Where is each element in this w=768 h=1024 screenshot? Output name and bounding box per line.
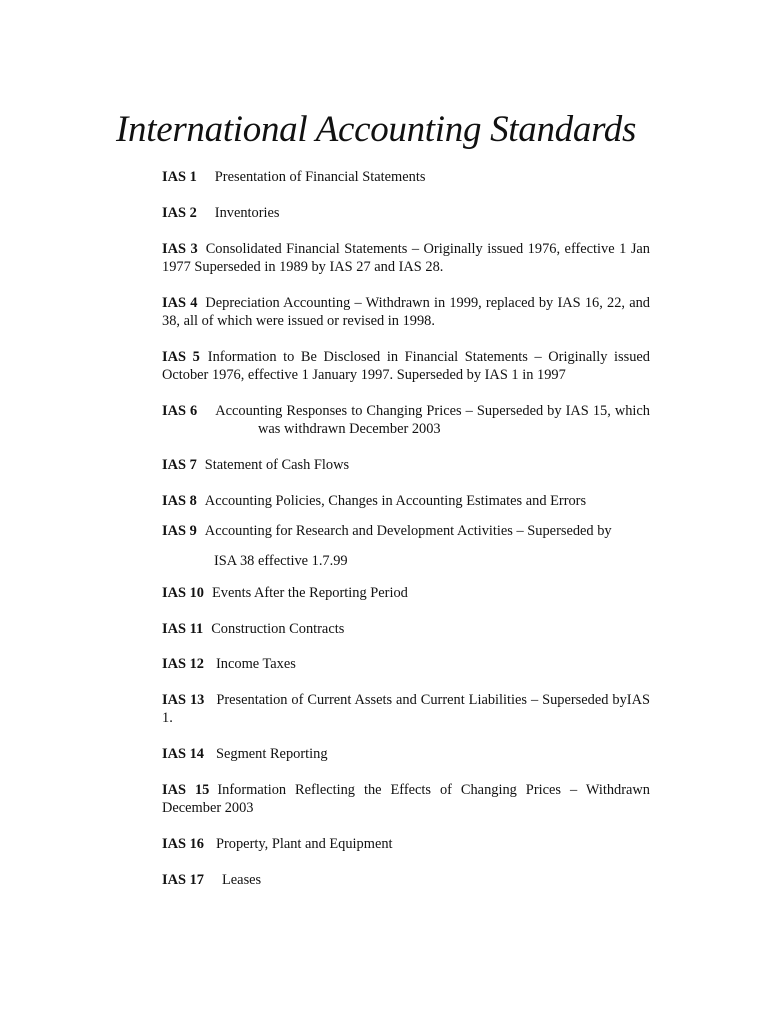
document-title: International Accounting Standards <box>116 109 637 150</box>
standard-code: IAS 17 <box>162 872 204 888</box>
standard-entry-ias-4 <box>162 294 650 330</box>
standard-entry-ias-16 <box>162 835 650 853</box>
standard-code: IAS 9 <box>162 523 197 539</box>
standard-code: IAS 16 <box>162 836 204 852</box>
standard-description: Depreciation Accounting – Withdrawn in 1999, replaced by IAS 16, 22, and 38, all of which were issued or revised in 1998. <box>162 295 651 329</box>
standard-description: Construction Contracts <box>211 621 345 637</box>
standard-description: Inventories <box>214 205 280 221</box>
standard-entry-ias-17 <box>162 871 650 889</box>
standard-code: IAS 7 <box>162 457 197 473</box>
standard-code: IAS 13 <box>162 692 205 708</box>
standard-code: IAS 15 <box>162 782 210 798</box>
standard-description: Property, Plant and Equipment <box>216 836 393 852</box>
standard-entry-ias-14 <box>162 745 650 763</box>
standard-code: IAS 8 <box>162 493 197 509</box>
standard-entry-ias-15 <box>162 781 650 817</box>
standard-code: IAS 5 <box>162 349 200 365</box>
standard-entry-ias-3 <box>162 240 650 276</box>
standard-code: IAS 4 <box>162 295 198 311</box>
standard-code: IAS 10 <box>162 585 204 601</box>
standard-description: Accounting Policies, Changes in Accounting Estimates and Errors <box>204 493 587 509</box>
standard-entry-ias-7 <box>162 456 650 474</box>
standard-description: Information to Be Disclosed in Financial Statements – Originally issued October 1976, effective 1 January 1997. Superseded by IAS 1 in 1997 <box>162 349 651 383</box>
standard-entry-ias-9 <box>162 522 650 540</box>
standard-description: Statement of Cash Flows <box>204 457 350 473</box>
standard-entry-ias-6 <box>162 402 650 438</box>
standard-entry-ias-2 <box>162 204 650 222</box>
standard-entry-ias-13 <box>162 691 650 727</box>
standard-entry-ias-10 <box>162 584 650 602</box>
standard-description: Presentation of Financial Statements <box>214 169 426 185</box>
standard-description: Accounting for Research and Development Activities – Superseded by <box>204 523 612 539</box>
standard-description: Presentation of Current Assets and Current Liabilities – Superseded byIAS 1. <box>162 692 650 726</box>
standard-entry-ias-1 <box>162 168 650 186</box>
standard-description-continued: ISA 38 effective 1.7.99 <box>214 553 348 569</box>
standard-code: IAS 1 <box>162 169 197 185</box>
standard-description: Leases <box>222 872 262 888</box>
standard-entry-ias-5 <box>162 348 650 384</box>
standard-code: IAS 2 <box>162 205 197 221</box>
standard-description-continued: was withdrawn December 2003 <box>258 421 441 437</box>
standard-description: Accounting Responses to Changing Prices – Superseded by IAS 15, which <box>215 403 651 419</box>
standard-description: Income Taxes <box>216 656 296 672</box>
standard-description: Information Reflecting the Effects of Changing Prices – Withdrawn December 2003 <box>162 782 650 816</box>
standard-description: Consolidated Financial Statements – Originally issued 1976, effective 1 Jan 1977 Superseded in 1989 by IAS 27 and IAS 28. <box>162 241 650 275</box>
standard-code: IAS 3 <box>162 241 198 257</box>
standard-description: Segment Reporting <box>216 746 328 762</box>
standard-entry-ias-12 <box>162 655 650 673</box>
standard-code: IAS 11 <box>162 621 204 637</box>
standard-description: Events After the Reporting Period <box>212 585 408 601</box>
standard-entry-ias-8 <box>162 492 650 510</box>
standard-code: IAS 12 <box>162 656 204 672</box>
standard-code: IAS 14 <box>162 746 204 762</box>
standard-entry-ias-11 <box>162 620 650 638</box>
standard-code: IAS 6 <box>162 403 198 419</box>
